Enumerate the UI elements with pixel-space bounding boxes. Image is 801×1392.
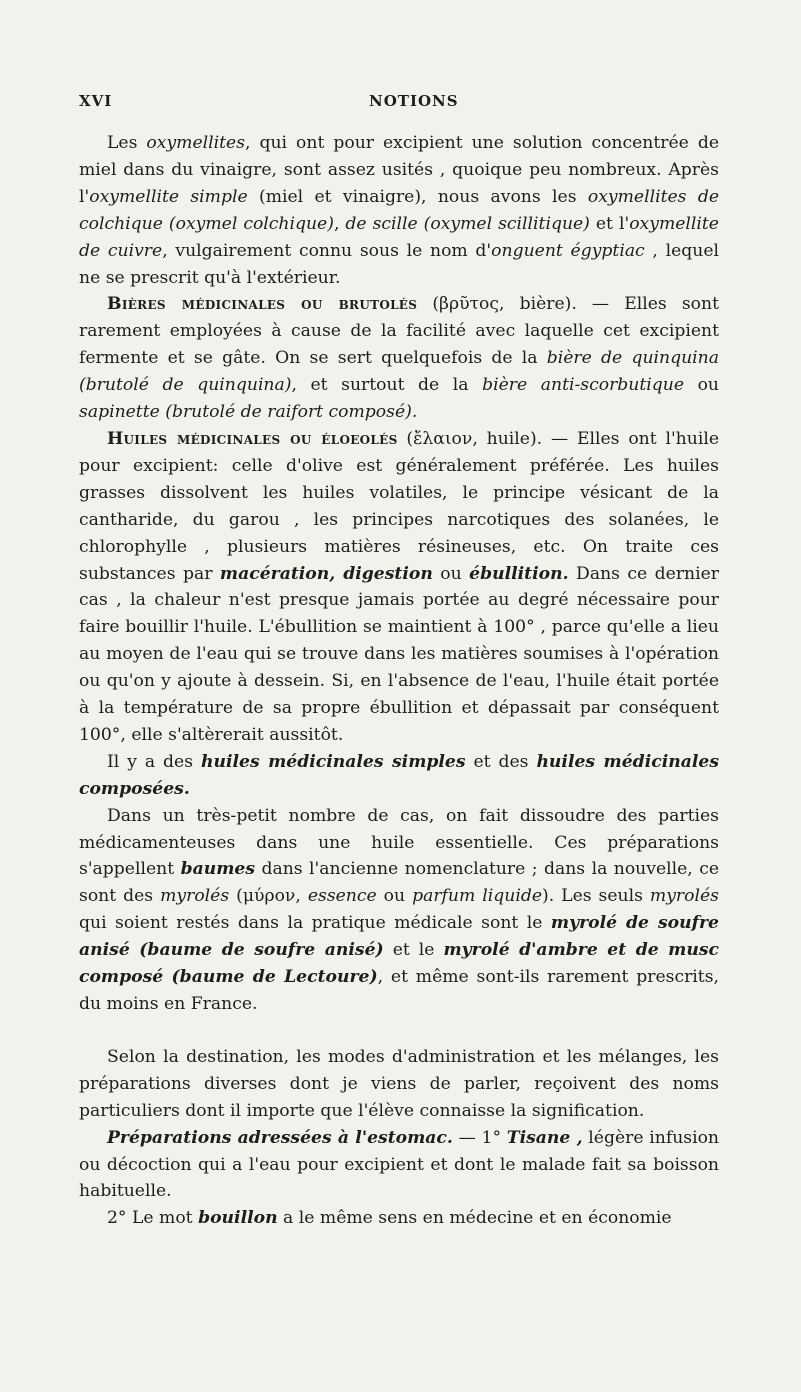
paragraph-destination: Selon la destination, les modes d'administration et les mélanges, les préparations diverses dont je viens de parler, reçoivent des noms particuliers dont il importe que l'élève connaisse la signification. — [79, 1046, 719, 1121]
paragraph-huiles-types: Il y a des huiles médicinales simples et des huiles médicinales composées. — [79, 751, 719, 799]
running-title: NOTIONS — [369, 92, 459, 110]
paragraph-oxymellites: Les oxymellites, qui ont pour excipient une solution concentrée de miel dans du vinaigre, sont assez usités , quoique peu nombreux. Après l'oxymellite simple (miel et vinaigre), nous avons les oxymellites de colchique (oxymel colchique), de scille (oxymel scillitique) et l'oxymellite de cuivre, vulgairement connu sous le nom d'onguent égyptiac , lequel ne se prescrit qu'à l'extérieur. — [79, 133, 720, 288]
paragraph-myroles: Dans un très-petit nombre de cas, on fait dissoudre des parties médicamenteuses dans une huile essentielle. Ces préparations s'appellent baumes dans l'ancienne nomenclature ; dans la nouvelle, ce sont des myrolés (μύρον, essence ou parfum liquide). Les seuls myrolés qui soient restés dans la pratique médicale sont le myrolé de soufre anisé (baume de soufre anisé) et le myrolé d'ambre et de musc composé (baume de Lectoure), et même sont-ils rarement prescrits, du moins en France. — [79, 805, 720, 1014]
page-header — [79, 92, 713, 116]
section-heading-bieres: Bières médicinales ou brutolés — [107, 294, 418, 315]
section-heading-huiles: Huiles médicinales ou éloeolés — [107, 428, 398, 449]
paragraph-huiles: Huiles médicinales ou éloeolés (ἔλαιον, huile). — Elles ont l'huile pour excipient: celle d'olive est généralement préférée. Les huiles grasses dissolvent les huiles volatiles, le principe vésicant de la cantharide, du garou , les principes narcotiques des solanées, le chlorophylle , plusieurs matières résineuses, etc. On traite ces substances par macération, digestion ou ébullition. Dans ce dernier cas , la chaleur n'est presque jamais portée au degré nécessaire pour faire bouillir l'huile. L'ébullition se maintient à 100° , parce qu'elle a lieu au moyen de l'eau qui se trouve dans les matières soumises à l'opération ou qu'on y ajoute à dessein. Si, en l'absence de l'eau, l'huile était portée à la température de sa propre ébullition et dépassait par conséquent 100°, elle s'altèrerait aussitôt. — [79, 428, 719, 745]
paragraph-bouillon: 2° Le mot bouillon a le même sens en médecine et en économie — [107, 1208, 672, 1229]
page-number: XVI — [79, 92, 113, 110]
paragraph-bieres: Bières médicinales ou brutolés (βρῦτος, bière). — Elles sont rarement employées à cause de la facilité avec laquelle cet excipient fermente et se gâte. On se sert quelquefois de la bière de quinquina (brutolé de quinquina), et surtout de la bière anti-scorbutique ou sapinette (brutolé de raifort composé). — [79, 294, 720, 423]
paragraph-estomac: Préparations adressées à l'estomac. — 1° Tisane , légère infusion ou décoction qui a l'eau pour excipient et dont le malade fait sa boisson habituelle. — [79, 1127, 719, 1202]
body-text — [79, 130, 719, 1232]
